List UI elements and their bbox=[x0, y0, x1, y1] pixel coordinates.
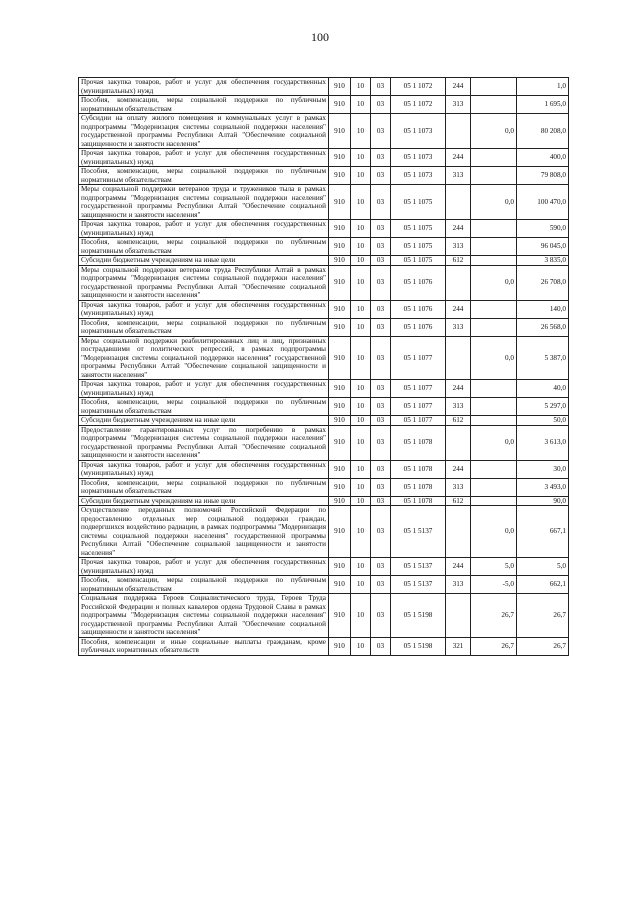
row-total-sum-cell: 80 208,0 bbox=[517, 114, 569, 149]
row-subsection-cell: 03 bbox=[371, 398, 391, 416]
row-subsection-cell: 03 bbox=[371, 220, 391, 238]
row-expense-type-cell: 313 bbox=[446, 167, 471, 185]
row-section-cell: 10 bbox=[351, 220, 371, 238]
row-grbs-cell: 910 bbox=[329, 380, 351, 398]
row-grbs-cell: 910 bbox=[329, 318, 351, 336]
row-name-cell: Пособия, компенсации, меры социальной поддержки по публичным нормативным обязательствам bbox=[79, 238, 329, 256]
row-total-sum-cell: 26 708,0 bbox=[517, 265, 569, 300]
table-row bbox=[79, 380, 569, 398]
row-name-cell: Меры социальной поддержки ветеранов труда и тружеников тыла в рамках подпрограммы "Модернизация системы социальной поддержки населения" государственной программы Республики Алтай "Обеспечение социальной защищенности и занятости населения" bbox=[79, 185, 329, 220]
row-total-sum-cell: 79 808,0 bbox=[517, 167, 569, 185]
row-total-sum-cell: 5 387,0 bbox=[517, 336, 569, 380]
row-name-cell: Пособия, компенсации, меры социальной поддержки по публичным нормативным обязательствам bbox=[79, 478, 329, 496]
row-change-sum-cell bbox=[471, 220, 517, 238]
row-subsection-cell: 03 bbox=[371, 265, 391, 300]
row-section-cell: 10 bbox=[351, 96, 371, 114]
row-subsection-cell: 03 bbox=[371, 149, 391, 167]
row-change-sum-cell bbox=[471, 496, 517, 506]
row-total-sum-cell: 3 613,0 bbox=[517, 425, 569, 460]
row-section-cell: 10 bbox=[351, 265, 371, 300]
row-target-article-cell: 05 1 1077 bbox=[391, 336, 446, 380]
row-change-sum-cell: 0,0 bbox=[471, 265, 517, 300]
row-target-article-cell: 05 1 1073 bbox=[391, 149, 446, 167]
row-section-cell: 10 bbox=[351, 637, 371, 655]
row-section-cell: 10 bbox=[351, 380, 371, 398]
row-section-cell: 10 bbox=[351, 496, 371, 506]
row-target-article-cell: 05 1 1076 bbox=[391, 265, 446, 300]
row-subsection-cell: 03 bbox=[371, 478, 391, 496]
row-total-sum-cell: 3 493,0 bbox=[517, 478, 569, 496]
table-row bbox=[79, 460, 569, 478]
table-row bbox=[79, 220, 569, 238]
row-section-cell: 10 bbox=[351, 167, 371, 185]
budget-table bbox=[78, 77, 569, 656]
row-name-cell: Прочая закупка товаров, работ и услуг для обеспечения государственных (муниципальных) нужд bbox=[79, 149, 329, 167]
row-expense-type-cell: 612 bbox=[446, 416, 471, 426]
row-subsection-cell: 03 bbox=[371, 506, 391, 558]
row-grbs-cell: 910 bbox=[329, 416, 351, 426]
row-target-article-cell: 05 1 5137 bbox=[391, 576, 446, 594]
row-expense-type-cell: 321 bbox=[446, 637, 471, 655]
row-expense-type-cell: 313 bbox=[446, 398, 471, 416]
row-expense-type-cell: 313 bbox=[446, 478, 471, 496]
table-row bbox=[79, 336, 569, 380]
row-section-cell: 10 bbox=[351, 78, 371, 96]
row-name-cell: Прочая закупка товаров, работ и услуг для обеспечения государственных (муниципальных) нужд bbox=[79, 558, 329, 576]
row-target-article-cell: 05 1 5198 bbox=[391, 637, 446, 655]
row-total-sum-cell: 1,0 bbox=[517, 78, 569, 96]
row-change-sum-cell: 26,7 bbox=[471, 594, 517, 638]
table-row bbox=[79, 425, 569, 460]
row-name-cell: Прочая закупка товаров, работ и услуг для обеспечения государственных (муниципальных) нужд bbox=[79, 300, 329, 318]
row-name-cell: Прочая закупка товаров, работ и услуг для обеспечения государственных (муниципальных) нужд bbox=[79, 380, 329, 398]
row-expense-type-cell: 244 bbox=[446, 78, 471, 96]
row-subsection-cell: 03 bbox=[371, 96, 391, 114]
row-target-article-cell: 05 1 1077 bbox=[391, 380, 446, 398]
row-total-sum-cell: 1 695,0 bbox=[517, 96, 569, 114]
row-subsection-cell: 03 bbox=[371, 416, 391, 426]
row-change-sum-cell bbox=[471, 460, 517, 478]
row-expense-type-cell: 612 bbox=[446, 256, 471, 266]
row-target-article-cell: 05 1 1078 bbox=[391, 478, 446, 496]
row-section-cell: 10 bbox=[351, 238, 371, 256]
row-target-article-cell: 05 1 1075 bbox=[391, 256, 446, 266]
table-row bbox=[79, 496, 569, 506]
row-total-sum-cell: 26,7 bbox=[517, 637, 569, 655]
row-grbs-cell: 910 bbox=[329, 594, 351, 638]
row-change-sum-cell: 0,0 bbox=[471, 185, 517, 220]
row-total-sum-cell: 667,1 bbox=[517, 506, 569, 558]
row-expense-type-cell: 313 bbox=[446, 576, 471, 594]
row-target-article-cell: 05 1 1078 bbox=[391, 460, 446, 478]
row-subsection-cell: 03 bbox=[371, 78, 391, 96]
row-grbs-cell: 910 bbox=[329, 78, 351, 96]
row-expense-type-cell: 244 bbox=[446, 380, 471, 398]
row-grbs-cell: 910 bbox=[329, 425, 351, 460]
row-grbs-cell: 910 bbox=[329, 478, 351, 496]
row-subsection-cell: 03 bbox=[371, 460, 391, 478]
row-target-article-cell: 05 1 1078 bbox=[391, 496, 446, 506]
row-grbs-cell: 910 bbox=[329, 256, 351, 266]
table-row bbox=[79, 238, 569, 256]
row-expense-type-cell: 313 bbox=[446, 96, 471, 114]
row-total-sum-cell: 5,0 bbox=[517, 558, 569, 576]
row-name-cell: Предоставление гарантированных услуг по погребению в рамках подпрограммы "Модернизация системы социальной поддержки населения" государственной программы Республики Алтай "Обеспечение социальной защищенности и занятости населения" bbox=[79, 425, 329, 460]
row-section-cell: 10 bbox=[351, 114, 371, 149]
row-expense-type-cell bbox=[446, 185, 471, 220]
row-target-article-cell: 05 1 1077 bbox=[391, 416, 446, 426]
row-expense-type-cell: 313 bbox=[446, 318, 471, 336]
row-grbs-cell: 910 bbox=[329, 460, 351, 478]
row-name-cell: Пособия, компенсации, меры социальной поддержки по публичным нормативным обязательствам bbox=[79, 167, 329, 185]
row-grbs-cell: 910 bbox=[329, 167, 351, 185]
row-total-sum-cell: 3 835,0 bbox=[517, 256, 569, 266]
row-change-sum-cell bbox=[471, 149, 517, 167]
table-row bbox=[79, 478, 569, 496]
table-row bbox=[79, 149, 569, 167]
table-row bbox=[79, 594, 569, 638]
row-grbs-cell: 910 bbox=[329, 506, 351, 558]
row-section-cell: 10 bbox=[351, 478, 371, 496]
row-change-sum-cell bbox=[471, 96, 517, 114]
row-section-cell: 10 bbox=[351, 300, 371, 318]
row-grbs-cell: 910 bbox=[329, 398, 351, 416]
row-subsection-cell: 03 bbox=[371, 114, 391, 149]
row-total-sum-cell: 26 568,0 bbox=[517, 318, 569, 336]
row-expense-type-cell bbox=[446, 336, 471, 380]
row-section-cell: 10 bbox=[351, 416, 371, 426]
row-name-cell: Пособия, компенсации, меры социальной поддержки по публичным нормативным обязательствам bbox=[79, 576, 329, 594]
row-grbs-cell: 910 bbox=[329, 220, 351, 238]
row-total-sum-cell: 30,0 bbox=[517, 460, 569, 478]
row-target-article-cell: 05 1 1072 bbox=[391, 78, 446, 96]
table-row bbox=[79, 416, 569, 426]
row-target-article-cell: 05 1 5137 bbox=[391, 506, 446, 558]
row-change-sum-cell bbox=[471, 238, 517, 256]
row-subsection-cell: 03 bbox=[371, 558, 391, 576]
row-total-sum-cell: 5 297,0 bbox=[517, 398, 569, 416]
row-section-cell: 10 bbox=[351, 318, 371, 336]
table-row bbox=[79, 318, 569, 336]
row-name-cell: Пособия, компенсации, меры социальной поддержки по публичным нормативным обязательствам bbox=[79, 96, 329, 114]
row-subsection-cell: 03 bbox=[371, 238, 391, 256]
row-change-sum-cell bbox=[471, 256, 517, 266]
row-grbs-cell: 910 bbox=[329, 496, 351, 506]
row-total-sum-cell: 590,0 bbox=[517, 220, 569, 238]
row-change-sum-cell bbox=[471, 300, 517, 318]
row-section-cell: 10 bbox=[351, 149, 371, 167]
row-grbs-cell: 910 bbox=[329, 114, 351, 149]
row-total-sum-cell: 662,1 bbox=[517, 576, 569, 594]
row-grbs-cell: 910 bbox=[329, 558, 351, 576]
row-grbs-cell: 910 bbox=[329, 336, 351, 380]
row-subsection-cell: 03 bbox=[371, 425, 391, 460]
table-row bbox=[79, 398, 569, 416]
row-grbs-cell: 910 bbox=[329, 637, 351, 655]
row-grbs-cell: 910 bbox=[329, 185, 351, 220]
row-target-article-cell: 05 1 1075 bbox=[391, 185, 446, 220]
row-expense-type-cell bbox=[446, 425, 471, 460]
table-row bbox=[79, 256, 569, 266]
table-row bbox=[79, 576, 569, 594]
row-subsection-cell: 03 bbox=[371, 167, 391, 185]
row-change-sum-cell: 5,0 bbox=[471, 558, 517, 576]
row-name-cell: Социальная поддержка Героев Социалистического труда, Героев Труда Российской Федерации и полных кавалеров ордена Трудовой Славы в рамках подпрограммы "Модернизация системы социальной поддержки населения" государственной программы Республики Алтай "Обеспечение социальной защищенности и занятости населения" bbox=[79, 594, 329, 638]
row-change-sum-cell: 0,0 bbox=[471, 506, 517, 558]
row-total-sum-cell: 96 045,0 bbox=[517, 238, 569, 256]
row-target-article-cell: 05 1 1072 bbox=[391, 96, 446, 114]
row-change-sum-cell: 0,0 bbox=[471, 114, 517, 149]
row-name-cell: Меры социальной поддержки реабилитированных лиц и лиц, признанных пострадавшими от политических репрессий, в рамках подпрограммы "Модернизация системы социальной поддержки населения" государственной программы Республики Алтай "Обеспечение социальной защищенности и занятости населения" bbox=[79, 336, 329, 380]
row-name-cell: Прочая закупка товаров, работ и услуг для обеспечения государственных (муниципальных) нужд bbox=[79, 220, 329, 238]
row-target-article-cell: 05 1 1073 bbox=[391, 114, 446, 149]
row-target-article-cell: 05 1 1075 bbox=[391, 238, 446, 256]
row-subsection-cell: 03 bbox=[371, 300, 391, 318]
budget-table-body bbox=[79, 78, 569, 656]
row-expense-type-cell: 244 bbox=[446, 300, 471, 318]
row-change-sum-cell bbox=[471, 478, 517, 496]
row-section-cell: 10 bbox=[351, 336, 371, 380]
row-section-cell: 10 bbox=[351, 576, 371, 594]
row-grbs-cell: 910 bbox=[329, 576, 351, 594]
row-total-sum-cell: 26,7 bbox=[517, 594, 569, 638]
row-name-cell: Осуществление переданных полномочий Российской Федерации по предоставлению отдельных мер социальной поддержки граждан, подвергшихся воздействию радиации, в рамках подпрограммы "Модернизация системы социальной поддержки населения" государственной программы Республики Алтай "Обеспечение социальной защищенности и занятости населения" bbox=[79, 506, 329, 558]
row-total-sum-cell: 140,0 bbox=[517, 300, 569, 318]
row-subsection-cell: 03 bbox=[371, 318, 391, 336]
table-row bbox=[79, 637, 569, 655]
row-target-article-cell: 05 1 1075 bbox=[391, 220, 446, 238]
row-name-cell: Меры социальной поддержки ветеранов труда Республики Алтай в рамках подпрограммы "Модернизация системы социальной поддержки населения" государственной программы Республики Алтай "Обеспечение социальной защищенности и занятости населения" bbox=[79, 265, 329, 300]
row-subsection-cell: 03 bbox=[371, 594, 391, 638]
table-row bbox=[79, 167, 569, 185]
row-name-cell: Пособия, компенсации и иные социальные выплаты гражданам, кроме публичных нормативных обязательств bbox=[79, 637, 329, 655]
row-expense-type-cell bbox=[446, 594, 471, 638]
row-subsection-cell: 03 bbox=[371, 496, 391, 506]
row-change-sum-cell bbox=[471, 380, 517, 398]
row-section-cell: 10 bbox=[351, 398, 371, 416]
table-row bbox=[79, 114, 569, 149]
row-name-cell: Пособия, компенсации, меры социальной поддержки по публичным нормативным обязательствам bbox=[79, 318, 329, 336]
row-section-cell: 10 bbox=[351, 256, 371, 266]
row-expense-type-cell bbox=[446, 265, 471, 300]
row-total-sum-cell: 100 470,0 bbox=[517, 185, 569, 220]
row-section-cell: 10 bbox=[351, 558, 371, 576]
row-target-article-cell: 05 1 1077 bbox=[391, 398, 446, 416]
page-number: 100 bbox=[311, 30, 329, 44]
row-name-cell: Прочая закупка товаров, работ и услуг для обеспечения государственных (муниципальных) нужд bbox=[79, 460, 329, 478]
row-change-sum-cell bbox=[471, 167, 517, 185]
row-section-cell: 10 bbox=[351, 594, 371, 638]
row-expense-type-cell: 244 bbox=[446, 558, 471, 576]
row-name-cell: Субсидии бюджетным учреждениям на иные цели bbox=[79, 416, 329, 426]
row-total-sum-cell: 50,0 bbox=[517, 416, 569, 426]
row-total-sum-cell: 90,0 bbox=[517, 496, 569, 506]
row-subsection-cell: 03 bbox=[371, 336, 391, 380]
row-name-cell: Субсидии бюджетным учреждениям на иные цели bbox=[79, 256, 329, 266]
row-subsection-cell: 03 bbox=[371, 576, 391, 594]
row-name-cell: Прочая закупка товаров, работ и услуг для обеспечения государственных (муниципальных) нужд bbox=[79, 78, 329, 96]
row-target-article-cell: 05 1 1076 bbox=[391, 300, 446, 318]
table-row bbox=[79, 506, 569, 558]
row-expense-type-cell: 244 bbox=[446, 220, 471, 238]
row-change-sum-cell: 26,7 bbox=[471, 637, 517, 655]
row-section-cell: 10 bbox=[351, 425, 371, 460]
row-name-cell: Субсидии бюджетным учреждениям на иные цели bbox=[79, 496, 329, 506]
row-name-cell: Субсидии на оплату жилого помещения и коммунальных услуг в рамках подпрограммы "Модернизация системы социальной поддержки населения" государственной программы Республики Алтай "Обеспечение социальной защищенности и занятости населения" bbox=[79, 114, 329, 149]
row-change-sum-cell bbox=[471, 318, 517, 336]
row-expense-type-cell bbox=[446, 506, 471, 558]
row-name-cell: Пособия, компенсации, меры социальной поддержки по публичным нормативным обязательствам bbox=[79, 398, 329, 416]
row-target-article-cell: 05 1 5198 bbox=[391, 594, 446, 638]
row-expense-type-cell: 612 bbox=[446, 496, 471, 506]
row-change-sum-cell: 0,0 bbox=[471, 425, 517, 460]
row-grbs-cell: 910 bbox=[329, 238, 351, 256]
table-row bbox=[79, 185, 569, 220]
row-expense-type-cell: 244 bbox=[446, 460, 471, 478]
table-row bbox=[79, 300, 569, 318]
row-grbs-cell: 910 bbox=[329, 265, 351, 300]
row-expense-type-cell bbox=[446, 114, 471, 149]
row-section-cell: 10 bbox=[351, 460, 371, 478]
table-row bbox=[79, 265, 569, 300]
row-total-sum-cell: 40,0 bbox=[517, 380, 569, 398]
row-section-cell: 10 bbox=[351, 506, 371, 558]
row-change-sum-cell: -5,0 bbox=[471, 576, 517, 594]
row-expense-type-cell: 244 bbox=[446, 149, 471, 167]
row-change-sum-cell bbox=[471, 78, 517, 96]
row-target-article-cell: 05 1 5137 bbox=[391, 558, 446, 576]
row-target-article-cell: 05 1 1076 bbox=[391, 318, 446, 336]
table-row bbox=[79, 78, 569, 96]
row-section-cell: 10 bbox=[351, 185, 371, 220]
row-grbs-cell: 910 bbox=[329, 149, 351, 167]
row-subsection-cell: 03 bbox=[371, 185, 391, 220]
row-target-article-cell: 05 1 1078 bbox=[391, 425, 446, 460]
row-grbs-cell: 910 bbox=[329, 96, 351, 114]
row-expense-type-cell: 313 bbox=[446, 238, 471, 256]
row-target-article-cell: 05 1 1073 bbox=[391, 167, 446, 185]
row-subsection-cell: 03 bbox=[371, 380, 391, 398]
table-row bbox=[79, 96, 569, 114]
table-row bbox=[79, 558, 569, 576]
row-change-sum-cell bbox=[471, 416, 517, 426]
row-total-sum-cell: 400,0 bbox=[517, 149, 569, 167]
row-change-sum-cell: 0,0 bbox=[471, 336, 517, 380]
row-subsection-cell: 03 bbox=[371, 256, 391, 266]
row-grbs-cell: 910 bbox=[329, 300, 351, 318]
row-subsection-cell: 03 bbox=[371, 637, 391, 655]
row-change-sum-cell bbox=[471, 398, 517, 416]
